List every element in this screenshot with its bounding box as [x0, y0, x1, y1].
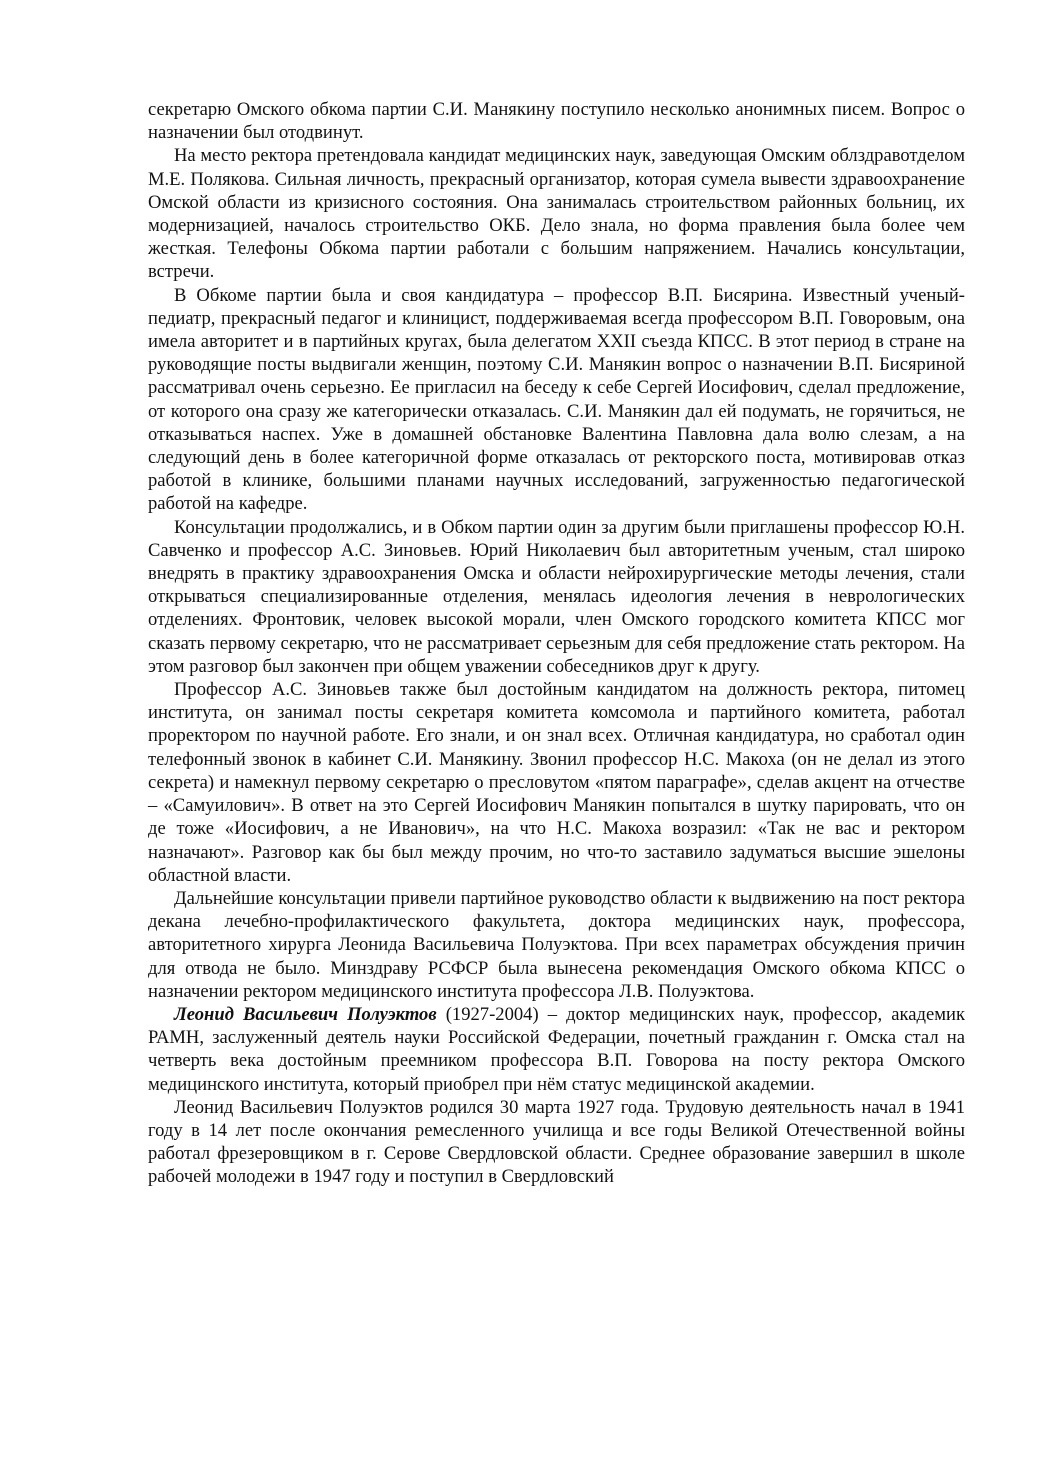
paragraph-6: Дальнейшие консультации привели партийное руководство области к выдвижению на пост ректора декана лечебно-профилактического факультета, доктора медицинских наук, профессора, авторитетного хирурга Леонида Васильевича Полуэктова. При всех параметрах обсуждения причин для отвода не было. Минздраву РСФСР была вынесена рекомендация Омского обкома КПСС о назначении ректором медицинского института профессора Л.В. Полуэктова. [148, 887, 965, 1002]
paragraph-7 [148, 1003, 965, 1096]
paragraph-5: Профессор А.С. Зиновьев также был достойным кандидатом на должность ректора, питомец института, он занимал посты секретаря комитета комсомола и партийного комитета, работал проректором по научной работе. Его знали, и он знал всех. Отличная кандидатура, но сработал один телефонный звонок в кабинет С.И. Манякину. Звонил профессор Н.С. Макоха (он не делал из этого секрета) и намекнул первому секретарю о пресловутом «пятом параграфе», сделав акцент на отчестве – «Самуилович». В ответ на это Сергей Иосифович Манякин попытался в шутку парировать, что он де тоже «Иосифович, а не Иванович», на что Н.С. Макоха возразил: «Так не вас и ректором назначают». Разговор как бы был между прочим, но что-то заставило задуматься высшие эшелоны областной власти. [148, 679, 965, 886]
paragraph-7-text: (1927-2004) – доктор медицинских наук, профессор, академик РАМН, заслуженный деятель науки Российской Федерации, почетный гражданин г. Омска стал на четверть века достойным преемником профессора В.П. Говорова на посту ректора Омского медицинского института, который приобрел при нём статус медицинской академии. [148, 1003, 965, 1095]
paragraph-3: В Обкоме партии была и своя кандидатура – профессор В.П. Бисярина. Известный ученый-педиатр, прекрасный педагог и клиницист, поддерживаемая всегда профессором В.П. Говоровым, она имела авторитет и в партийных кругах, была делегатом XXII съезда КПСС. В этот период в стране на руководящие посты выдвигали женщин, поэтому С.И. Манякин вопрос о назначении В.П. Бисяриной рассматривал очень серьезно. Ее пригласил на беседу к себе Сергей Иосифович, сделал предложение, от которого она сразу же категорически отказалась. С.И. Манякин дал ей подумать, не горячиться, не отказываться наспех. Уже в домашней обстановке Валентина Павловна дала волю слезам, а на следующий день в более категоричной форме отказалась от ректорского поста, мотивировав отказ работой в клинике, большими планами научных исследований, загруженностью педагогической работой на кафедре. [148, 284, 965, 515]
paragraph-4: Консультации продолжались, и в Обком партии один за другим были приглашены профессор Ю.Н. Савченко и профессор А.С. Зиновьев. Юрий Николаевич был авторитетным ученым, стал широко внедрять в практику здравоохранения Омска и области нейрохирургические методы лечения, стали открываться специализированные отделения, менялась идеология лечения в неврологических отделениях. Фронтовик, человек высокой морали, член Омского городского комитета КПСС мог сказать первому секретарю, что не рассматривает серьезным для себя предложение стать ректором. На этом разговор был закончен при общем уважении собеседников друг к другу. [148, 516, 965, 677]
paragraph-8: Леонид Васильевич Полуэктов родился 30 марта 1927 года. Трудовую деятельность начал в 1941 году в 14 лет после окончания ремесленного училища и все годы Великой Отечественной войны работал фрезеровщиком в г. Серове Свердловской области. Среднее образование завершил в школе рабочей молодежи в 1947 году и поступил в Свердловский [148, 1096, 965, 1188]
document-page [148, 98, 965, 1189]
person-name: Леонид Васильевич Полуэктов [174, 1003, 437, 1025]
paragraph-1: секретарю Омского обкома партии С.И. Манякину поступило несколько анонимных писем. Вопрос о назначении был отодвинут. [148, 99, 965, 144]
paragraph-2: На место ректора претендовала кандидат медицинских наук, заведующая Омским облздравотделом М.Е. Полякова. Сильная личность, прекрасный организатор, которая сумела вывести здравоохранение Омской области из кризисного состояния. Она занималась строительством районных больниц, их модернизацией, началось строительство ОКБ. Дело знала, но форма правления была более чем жесткая. Телефоны Обкома партии работали с большим напряжением. Начались консультации, встречи. [148, 145, 965, 283]
